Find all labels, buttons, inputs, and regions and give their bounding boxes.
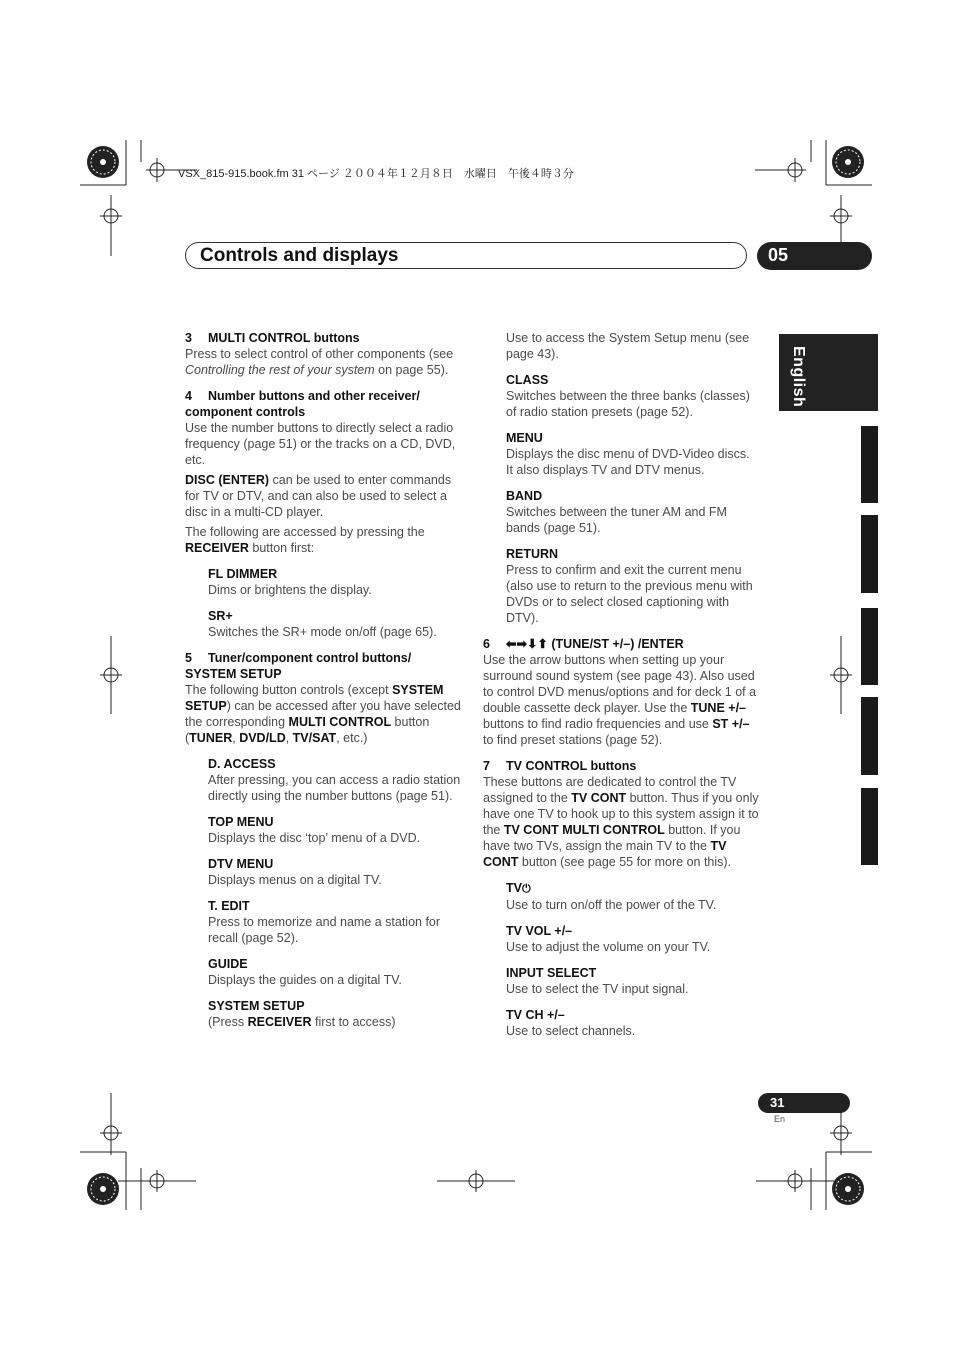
sub-heading: BAND (506, 489, 543, 503)
paragraph: Displays menus on a digital TV. (208, 873, 382, 887)
sub-heading: SR+ (208, 609, 233, 623)
paragraph: Use the number buttons to directly select a radio frequency (page 51) or the tracks on a CD, DVD, etc. (185, 421, 456, 467)
paragraph: Use to select the TV input signal. (506, 982, 689, 996)
section-title-bar (185, 242, 747, 269)
sub-heading: MENU (506, 431, 543, 445)
page-number-badge (758, 1093, 850, 1113)
paragraph: Use to turn on/off the power of the TV. (506, 898, 717, 912)
sub-heading: TOP MENU (208, 815, 274, 829)
sub-heading: TV VOL +/– (506, 924, 573, 938)
paragraph: Press to memorize and name a station for recall (page 52). (208, 915, 441, 945)
sub-heading: T. EDIT (208, 899, 250, 913)
chapter-number: 05 (768, 245, 789, 265)
paragraph: The following are accessed by pressing the RECEIVER button first: (185, 525, 425, 555)
paragraph: (Press RECEIVER first to access) (208, 1015, 396, 1029)
chapter-badge (757, 242, 872, 270)
power-icon: ⏻ (521, 883, 531, 895)
sub-heading: D. ACCESS (208, 757, 276, 771)
side-tab (861, 608, 878, 685)
sub-heading: CLASS (506, 373, 549, 387)
paragraph: Switches the SR+ mode on/off (page 65). (208, 625, 437, 639)
starburst-icon (832, 1173, 864, 1205)
arrow-keys-icon: ⬅➡⬇⬆ (506, 637, 548, 651)
paragraph: Dims or brightens the display. (208, 583, 372, 597)
paragraph: After pressing, you can access a radio station directly using the number buttons (page 51). (208, 773, 461, 803)
left-column (185, 330, 465, 1030)
starburst-icon (87, 1173, 119, 1205)
paragraph: Displays the disc ‘top’ menu of a DVD. (208, 831, 421, 845)
item-heading: 3 MULTI CONTROL buttons (185, 331, 360, 345)
page-language: En (774, 1114, 786, 1124)
paragraph: Press to select control of other components (see Controlling the rest of your system on page 55). (185, 347, 454, 377)
page-number: 31 (770, 1095, 785, 1110)
sub-heading: SYSTEM SETUP (208, 999, 305, 1013)
side-tab (861, 426, 878, 503)
paragraph: Use to adjust the volume on your TV. (506, 940, 711, 954)
language-label: English (790, 346, 807, 408)
starburst-icon (87, 146, 119, 178)
side-tab (861, 788, 878, 865)
paragraph: Use the arrow buttons when setting up your surround sound system (see page 43). Also used to control DVD menus/options and for deck 1 of a double cassette deck player. Use the TUNE +/– buttons to find radio frequencies and use ST +/– to find preset stations (page 52). (483, 653, 757, 747)
side-tab (861, 515, 878, 593)
paragraph: Displays the disc menu of DVD-Video discs. It also displays TV and DTV menus. (506, 447, 750, 477)
side-tab (861, 697, 878, 775)
sub-heading: DTV MENU (208, 857, 274, 871)
sub-heading: RETURN (506, 547, 559, 561)
paragraph: Switches between the three banks (classes) of radio station presets (page 52). (506, 389, 750, 419)
paragraph: Use to select channels. (506, 1024, 636, 1038)
paragraph: These buttons are dedicated to control the TV assigned to the TV CONT button. Thus if you only have one TV to hook up to this system assign it to the TV CONT MULTI CONTROL button. If you have two TVs, assign the main TV to the TV CONT button (see page 55 for more on this). (483, 775, 759, 869)
item-heading: 4 Number buttons and other receiver/ component controls (185, 389, 420, 419)
file-header: VSX_815-915.book.fm 31 ページ ２００４年１２月８日 水曜日 午後４時３分 (178, 168, 574, 180)
paragraph: Displays the guides on a digital TV. (208, 973, 402, 987)
paragraph: The following button controls (except SYSTEM SETUP) can be accessed after you have selected the corresponding MULTI CONTROL button (TUNER, DVD/LD, TV/SAT, etc.) (185, 683, 461, 745)
item-heading: 5 Tuner/component control buttons/ SYSTEM SETUP (185, 651, 412, 681)
sub-heading: FL DIMMER (208, 567, 278, 581)
sub-heading: TV CH +/– (506, 1008, 565, 1022)
starburst-icon (832, 146, 864, 178)
item-heading: 7 TV CONTROL buttons (483, 759, 637, 773)
right-column (483, 330, 759, 1039)
sub-heading: TV⏻ (506, 881, 531, 895)
item-heading: 6 ⬅➡⬇⬆ (TUNE/ST +/–) /ENTER (483, 637, 684, 651)
paragraph: Use to access the System Setup menu (see page 43). (506, 331, 750, 361)
language-tab (779, 334, 878, 411)
paragraph: Press to confirm and exit the current menu (also use to return to the previous menu with DVDs or to select closed captioning with DTV). (506, 563, 753, 625)
paragraph: DISC (ENTER) can be used to enter commands for TV or DTV, and can also be used to select a disc in a multi-CD player. (185, 473, 452, 519)
sub-heading: GUIDE (208, 957, 248, 971)
sub-heading: INPUT SELECT (506, 966, 597, 980)
section-title: Controls and displays (200, 245, 399, 266)
paragraph: Switches between the tuner AM and FM bands (page 51). (506, 505, 727, 535)
